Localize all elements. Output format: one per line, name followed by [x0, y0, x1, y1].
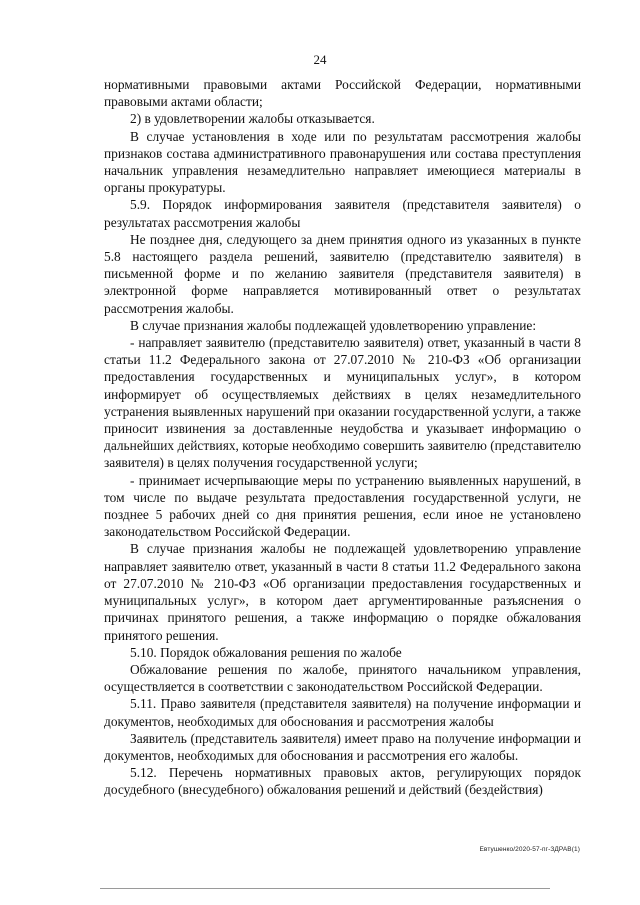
paragraph-appeal-procedure: Обжалование решения по жалобе, принятого начальником управления, осуществляется в соответствии с законодательством Российской Федерации.: [104, 661, 581, 695]
document-body: [104, 76, 581, 799]
page-number: 24: [313, 52, 327, 67]
section-heading-5-12: 5.12. Перечень нормативных правовых актов, регулирующих порядок досудебного (внесудебного) обжалования решений и действий (бездействия): [104, 765, 581, 798]
paragraph-response-deadline: Не позднее дня, следующего за днем принятия одного из указанных в пункте 5.8 настоящего раздела решений, заявителю (представителю заявителя) в письменной форме и по желанию заявителя (представителя заявителя) в электронной форме направляется мотивированный ответ о результатах рассмотрения жалобы.: [104, 231, 581, 316]
section-heading-5-11: 5.11. Право заявителя (представителя заявителя) на получение информации и документов, необходимых для обоснования и рассмотрения жалобы: [104, 696, 581, 729]
section-heading-5-9: 5.9. Порядок информирования заявителя (представителя заявителя) о результатах рассмотрения жалобы: [104, 197, 581, 230]
paragraph-refusal: 2) в удовлетворении жалобы отказывается.: [130, 111, 375, 127]
page-bottom-divider: [100, 888, 550, 889]
list-item-remedy-measures: - принимает исчерпывающие меры по устранению выявленных нарушений, в том числе по выдаче результата предоставления государственной услуги, не позднее 5 рабочих дней со дня принятия решения, если иное не установлено законодательством Российской Федерации.: [104, 472, 581, 540]
paragraph-complaint-rejected: В случае признания жалобы не подлежащей удовлетворению управление направляет заявителю ответ, указанный в части 8 статьи 11.2 Федерального закона от 27.07.2010 № 210-ФЗ «Об организации предоставления государственных и муниципальных услуг», в котором дает аргументированные разъяснения о причинах принятого решения, а также информацию о порядке обжалования принятого решения.: [104, 541, 581, 643]
document-footer-code: Евтушенко/2020-57-пг-ЗДРАВ(1): [479, 846, 580, 853]
section-heading-5-10: 5.10. Порядок обжалования решения по жалобе: [130, 644, 402, 660]
paragraph-continuation: нормативными правовыми актами Российской Федерации, нормативными правовыми актами области;: [104, 77, 581, 110]
paragraph-prosecution-referral: В случае установления в ходе или по результатам рассмотрения жалобы признаков состава административного правонарушения или состава преступления начальник управления незамедлительно направляет имеющиеся материалы в органы прокуратуры.: [104, 128, 581, 196]
paragraph-complaint-upheld: В случае признания жалобы подлежащей удовлетворению управление:: [130, 317, 537, 333]
paragraph-right-to-information: Заявитель (представитель заявителя) имеет право на получение информации и документов, необходимых для обоснования и рассмотрения его жалобы.: [104, 730, 581, 763]
list-item-send-response: - направляет заявителю (представителю заявителя) ответ, указанный в части 8 статьи 11.2 Федерального закона от 27.07.2010 № 210-ФЗ «Об организации предоставления государственных и муниципальных услуг», в котором информирует об осуществляемых действиях в целях незамедлительного устранения выявленных нарушений при оказании государственной услуги, а также приносит извинения за доставленные неудобства и указывает информацию о дальнейших действиях, которые необходимо совершить заявителю (представителю заявителя) в целях получения государственной услуги;: [104, 335, 581, 471]
